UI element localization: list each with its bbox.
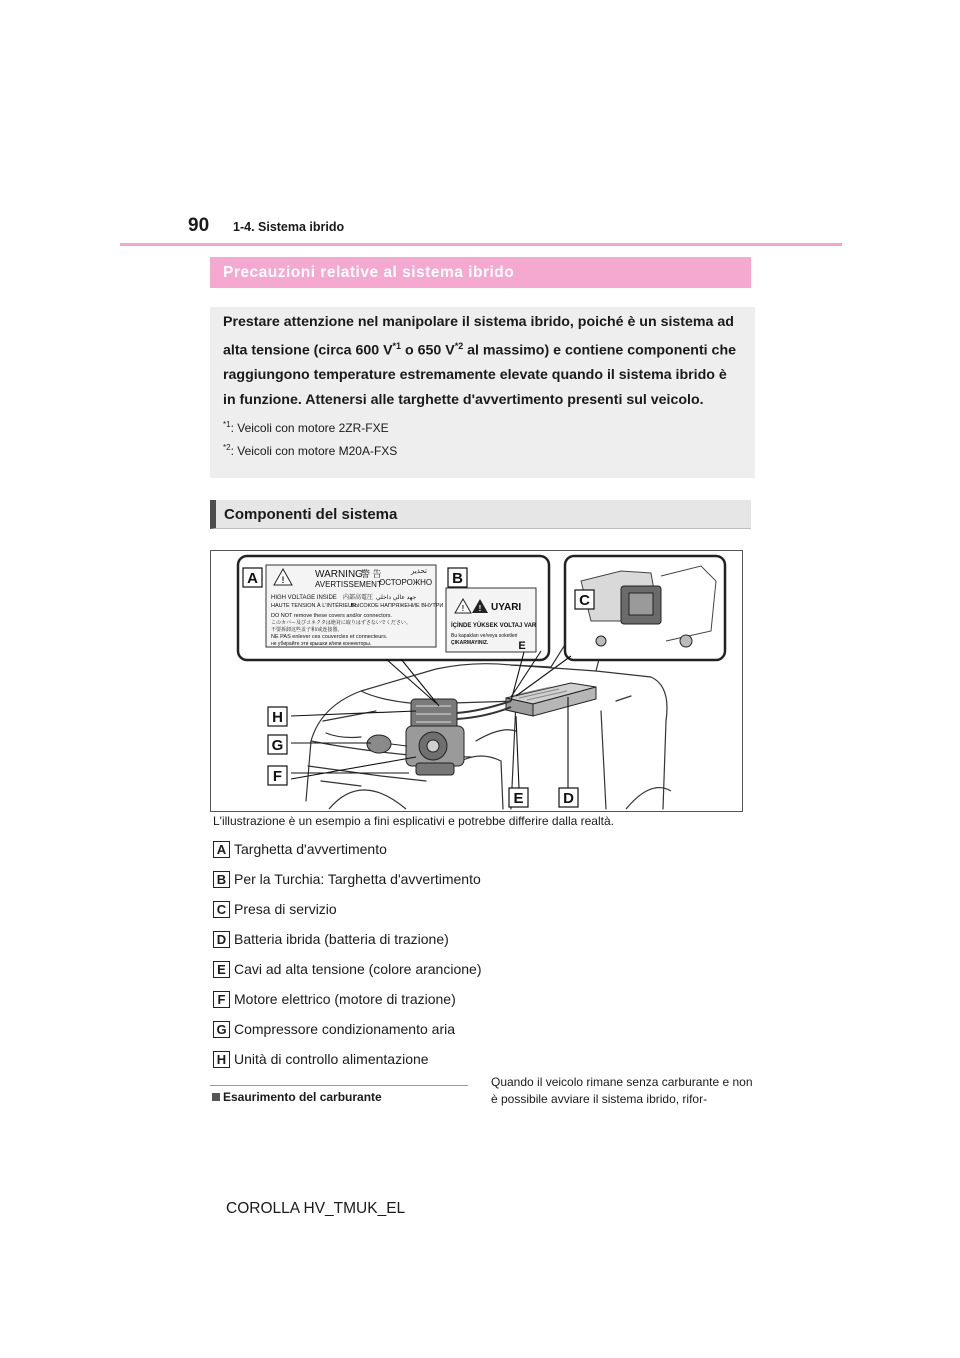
- legend-key-box: B: [213, 871, 230, 888]
- engine-assembly: [406, 699, 464, 775]
- label-a-line3: 不要拆卸这些盖子和/或连接器。: [271, 627, 343, 633]
- header-divider: [120, 243, 842, 246]
- figure-caption: L'illustrazione è un esempio a fini esplicativi e potrebbe differire dalla realtà.: [213, 814, 614, 828]
- label-b-line3: ÇIKARMAYINIZ.: [451, 640, 489, 646]
- legend-key-box: D: [213, 931, 230, 948]
- label-a-hv: HIGH VOLTAGE INSIDE: [271, 595, 337, 601]
- label-a-line5: не убирайте эти крышки и/или коннекторы.: [271, 641, 372, 647]
- label-a-line1: DO NOT remove these covers and/or connectors.: [271, 613, 392, 619]
- label-a-arabic: تحذير: [411, 568, 427, 575]
- footnote-1: $^{*1}$: Veicoli con motore 2ZR-FXE: [223, 419, 389, 435]
- label-a-russian: ОСТОРОЖНО: [379, 578, 433, 587]
- fuel-divider: [210, 1085, 468, 1086]
- callout-e: E: [513, 790, 524, 807]
- callout-a: A: [247, 570, 258, 587]
- legend-key-box: C: [213, 901, 230, 918]
- legend-text: Presa di servizio: [234, 901, 337, 917]
- fuel-heading: Esaurimento del carburante: [212, 1090, 382, 1104]
- section-title: 1-4. Sistema ibrido: [233, 220, 345, 234]
- legend-item: [213, 1014, 613, 1044]
- label-b-e-marker: E: [518, 640, 526, 652]
- svg-text:!: !: [281, 575, 285, 585]
- label-a-jp-hv: 内部高電圧: [343, 595, 374, 601]
- label-a-line4: NE PAS enlever ces couvercles et connecteurs.: [271, 634, 388, 640]
- legend-item: [213, 954, 613, 984]
- legend-item: [213, 1044, 613, 1074]
- label-a-ru-hv: ВЫСОКОЕ НАПРЯЖЕНИЕ ВНУТРИ: [351, 603, 444, 609]
- legend-text: Unità di controllo alimentazione: [234, 1051, 429, 1067]
- legend-key-box: A: [213, 841, 230, 858]
- wheel-arcs: [329, 788, 671, 809]
- fuel-text: Quando il veicolo rimane senza carburante e non è possibile avviare il sistema ibrido, rifor-: [491, 1075, 753, 1106]
- label-a-group: [238, 556, 549, 660]
- components-heading: Componenti del sistema: [210, 500, 751, 529]
- label-b-line1: İÇİNDE YÜKSEK VOLTAJ VAR: [451, 623, 537, 629]
- page-number: 90: [188, 215, 210, 236]
- label-a-kanji: 警 告: [361, 569, 382, 579]
- component-legend: [213, 834, 613, 1074]
- bullet-square-icon: [212, 1093, 220, 1101]
- legend-key-box: F: [213, 991, 230, 1008]
- legend-key-box: E: [213, 961, 230, 978]
- footnote-2: $^{*2}$: Veicoli con motore M20A-FXS: [223, 442, 398, 458]
- precautions-text: Prestare attenzione nel manipolare il sistema ibrido, poiché è un sistema ad alta tensione (circa 600 $V^{*1}$ o 650 $V^{*2}$ al massimo) e contiene componenti che raggiungono temperature estremamente elevate quando il sistema ibrido è in funzione. Attenersi alle targhette d'avvertimento presenti sul veicolo.: [223, 314, 737, 408]
- legend-text: Motore elettrico (motore di trazione): [234, 991, 456, 1007]
- label-b-uyari: UYARI: [491, 602, 522, 613]
- label-a-warning: WARNING: [315, 569, 363, 580]
- legend-text: Cavi ad alta tensione (colore arancione): [234, 961, 482, 977]
- legend-text: Compressore condizionamento aria: [234, 1021, 455, 1037]
- footer-model: COROLLA HV_TMUK_EL: [226, 1200, 406, 1217]
- legend-key-box: H: [213, 1051, 230, 1068]
- legend-key-box: G: [213, 1021, 230, 1038]
- callout-f: F: [272, 768, 283, 785]
- label-a-line2: このカバー及びコネクタは絶対に取りはずさないでください。: [271, 620, 411, 626]
- label-a-fr: HAUTE TENSION À L'INTÉRIEUR: [271, 603, 356, 609]
- hybrid-system-illustration: [210, 550, 743, 812]
- legend-item: [213, 894, 613, 924]
- high-voltage-cables: [457, 701, 511, 719]
- label-a-ar-hv: جهد عالي داخلي: [376, 595, 417, 601]
- legend-text: Batteria ibrida (batteria di trazione): [234, 931, 449, 947]
- callout-g: G: [271, 737, 284, 754]
- legend-item: [213, 924, 613, 954]
- svg-text:!: !: [478, 604, 482, 613]
- svg-text:!: !: [461, 604, 465, 613]
- legend-item: [213, 834, 613, 864]
- callout-b: B: [452, 570, 463, 587]
- legend-text: Per la Turchia: Targhetta d'avvertimento: [234, 871, 481, 887]
- callout-h: H: [272, 709, 283, 726]
- legend-text: Targhetta d'avvertimento: [234, 841, 387, 857]
- precautions-heading: Precauzioni relative al sistema ibrido: [210, 257, 751, 288]
- label-b-line2: Bu kapakları ve/veya soketleri: [451, 633, 518, 639]
- precautions-box: [210, 307, 755, 478]
- hybrid-car-diagram: [211, 551, 742, 811]
- ac-compressor: [367, 735, 407, 753]
- hybrid-battery: [506, 683, 596, 716]
- legend-item: [213, 984, 613, 1014]
- callout-c: C: [579, 592, 590, 609]
- label-a-fr-title: AVERTISSEMENT: [315, 580, 382, 589]
- legend-item: [213, 864, 613, 894]
- callout-d: D: [563, 790, 574, 807]
